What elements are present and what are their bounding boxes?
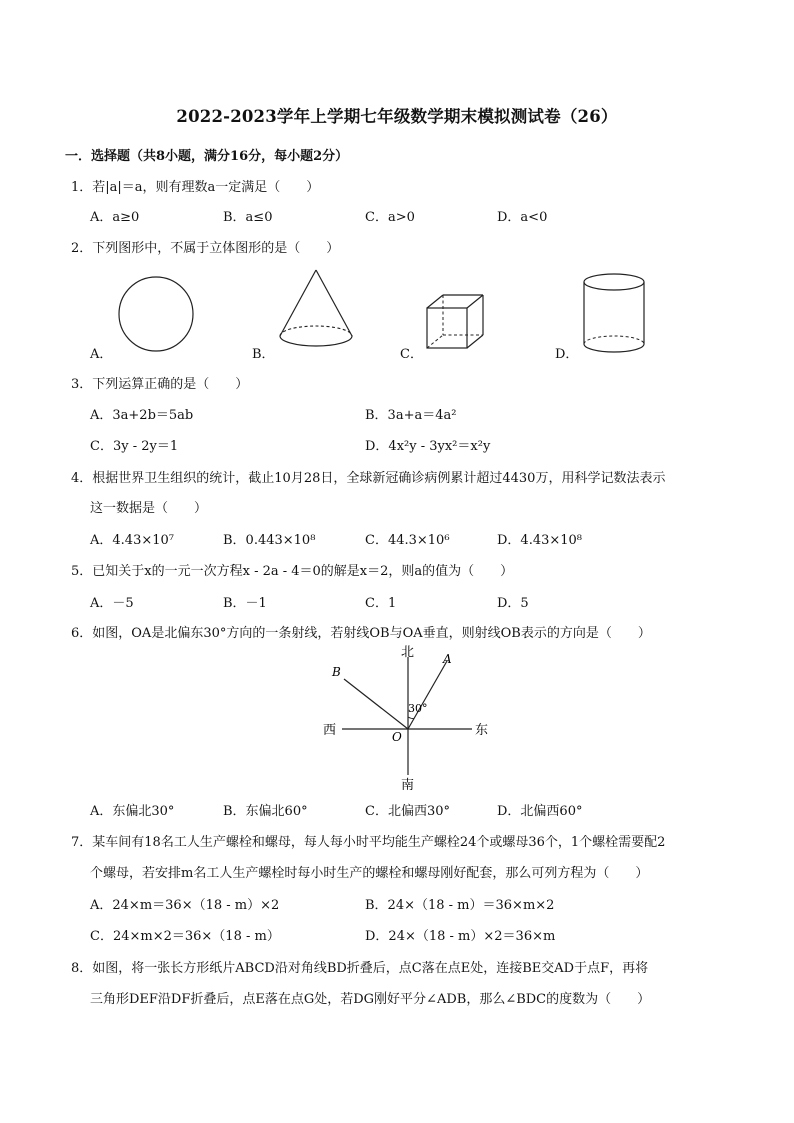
q1-option-b: B．a≤0	[223, 210, 273, 225]
question-8-stem-line1: 8．如图，将一张长方形纸片ABCD沿对角线BD折叠后，点C落在点E处，连接BE交AD于点F，再将	[71, 961, 649, 976]
q2-option-d: D．	[555, 347, 579, 362]
q6-option-c: C．北偏西30°	[365, 804, 450, 819]
q3-option-d: D．4x²y - 3yx²＝x²y	[365, 439, 491, 454]
circle-icon	[112, 270, 202, 360]
q1-option-a: A．a≥0	[90, 210, 140, 225]
section-heading: 一．选择题（共8小题，满分16分，每小题2分）	[65, 149, 349, 164]
q3-option-a: A．3a+2b＝5ab	[90, 408, 194, 423]
label-south: 南	[401, 778, 415, 793]
label-angle: 30°	[408, 702, 428, 715]
q3-option-c: C．3y - 2y＝1	[90, 439, 179, 454]
q4-option-d: D．4.43×10⁸	[497, 533, 583, 548]
q3-option-b: B．3a+a＝4a²	[365, 408, 457, 423]
q1-option-d: D．a<0	[497, 210, 548, 225]
label-point-b: B	[332, 665, 341, 679]
q5-option-d: D．5	[497, 596, 529, 611]
cylinder-icon	[578, 270, 654, 358]
ray-ob	[344, 679, 408, 729]
label-west: 西	[323, 723, 337, 738]
q2-option-b: B．	[252, 347, 275, 362]
direction-diagram	[310, 643, 500, 798]
q7-option-d: D．24×（18 - m）×2＝36×m	[365, 929, 556, 944]
q5-option-b: B．－1	[223, 596, 267, 611]
q7-option-a: A．24×m＝36×（18 - m）×2	[90, 898, 280, 913]
q6-option-a: A．东偏北30°	[90, 804, 175, 819]
question-4-stem-line2: 这一数据是（ ）	[90, 501, 208, 516]
q7-option-b: B．24×（18 - m）＝36×m×2	[365, 898, 555, 913]
q4-option-a: A．4.43×10⁷	[90, 533, 174, 548]
page-title: 2022-2023学年上学期七年级数学期末模拟测试卷（26）	[176, 107, 618, 126]
label-point-a: A	[443, 652, 452, 666]
label-east: 东	[475, 723, 489, 738]
question-3-stem: 3．下列运算正确的是（ ）	[71, 377, 249, 392]
question-2-stem: 2．下列图形中，不属于立体图形的是（ ）	[71, 241, 340, 256]
question-7-stem-line2: 个螺母，若安排m名工人生产螺栓时每小时生产的螺栓和螺母刚好配套，那么可列方程为（ ）	[90, 866, 649, 881]
q7-option-c: C．24×m×2＝36×（18 - m）	[90, 929, 280, 944]
q2-option-c: C．	[400, 347, 423, 362]
q4-option-b: B．0.443×10⁸	[223, 533, 316, 548]
q4-option-c: C．44.3×10⁶	[365, 533, 450, 548]
q1-option-c: C．a>0	[365, 210, 415, 225]
question-4-stem-line1: 4．根据世界卫生组织的统计，截止10月28日，全球新冠确诊病例累计超过4430万，用科学记数法表示	[71, 471, 666, 486]
q2-option-a: A．	[90, 347, 113, 362]
question-6-stem: 6．如图，OA是北偏东30°方向的一条射线，若射线OB与OA垂直，则射线OB表示的方向是（ ）	[71, 626, 651, 641]
label-origin: O	[392, 730, 402, 744]
q5-option-a: A．－5	[90, 596, 134, 611]
cube-icon	[422, 292, 492, 354]
cone-icon	[272, 266, 362, 358]
label-north: 北	[401, 645, 415, 660]
question-7-stem-line1: 7．某车间有18名工人生产螺栓和螺母，每人每小时平均能生产螺栓24个或螺母36个，1个螺栓需要配2	[71, 835, 666, 850]
q6-option-b: B．东偏北60°	[223, 804, 308, 819]
question-8-stem-line2: 三角形DEF沿DF折叠后，点E落在点G处，若DG刚好平分∠ADB，那么∠BDC的度数为（ ）	[90, 992, 651, 1007]
q5-option-c: C．1	[365, 596, 397, 611]
angle-arc	[408, 717, 414, 719]
q6-option-d: D．北偏西60°	[497, 804, 583, 819]
question-1-stem: 1．若|a|＝a，则有理数a一定满足（ ）	[71, 180, 320, 195]
question-5-stem: 5．已知关于x的一元一次方程x - 2a - 4＝0的解是x＝2，则a的值为（ ）	[71, 564, 514, 579]
